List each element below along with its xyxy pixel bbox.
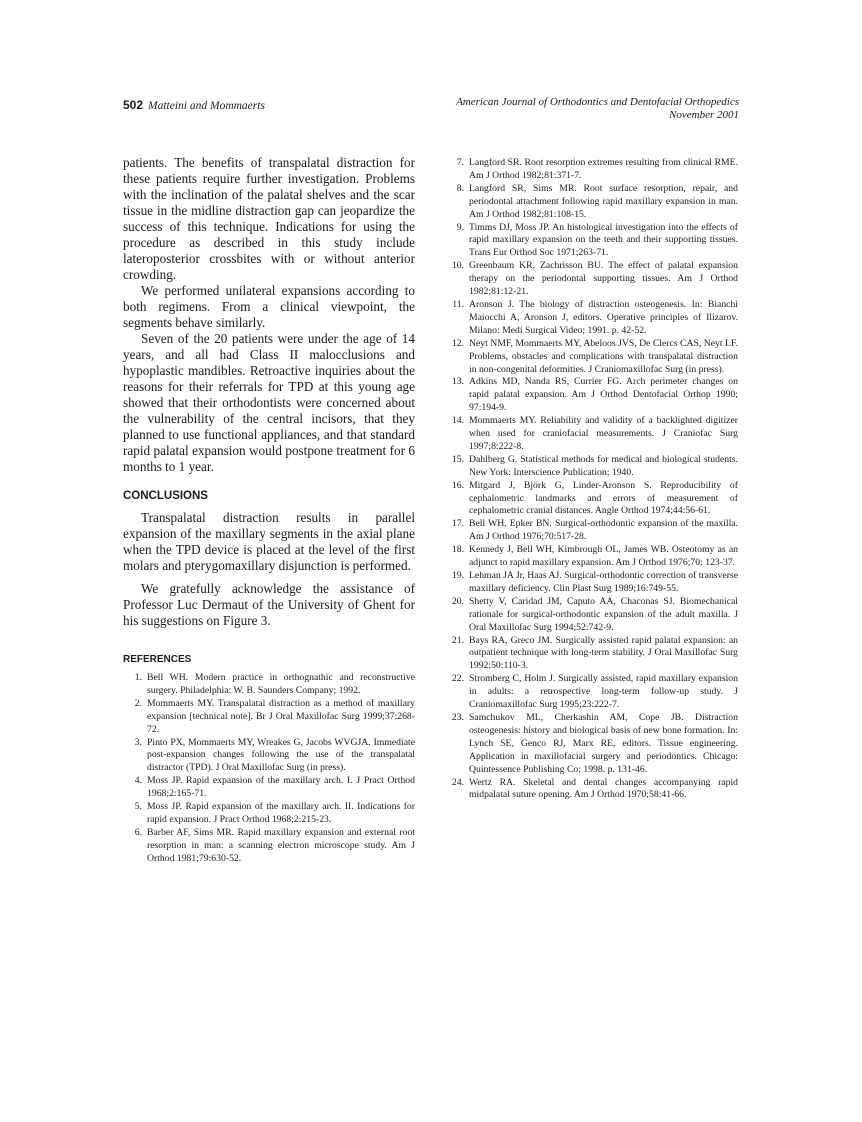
reference-number: 7.: [456, 157, 464, 168]
reference-item: [123, 737, 415, 776]
references-heading: REFERENCES: [123, 654, 192, 665]
running-head-journal: [456, 96, 739, 122]
reference-text: Greenbaum KR, Zachrisson BU. The effect of palatal expansion therapy on the periodontal supporting tissues. Am J Orthod 1982;81:12-21.: [469, 260, 738, 298]
running-head-left: [123, 96, 265, 114]
reference-item: [445, 222, 738, 261]
reference-text: Lehman JA Jr, Haas AJ. Surgical-orthodontic correction of transverse maxillary deficiency. Clin Plast Surg 1989;16:749-55.: [469, 570, 738, 594]
discussion-text: [123, 155, 415, 475]
reference-number: 2.: [134, 697, 142, 709]
reference-number: 24.: [451, 776, 464, 788]
reference-item: [445, 454, 738, 480]
reference-text: Mommaerts MY. Reliability and validity of a backlighted digitizer when used for craniofacial measurements. J Craniofac Surg 1997;8:222-8.: [469, 415, 738, 452]
reference-text: Bays RA, Greco JM. Surgically assisted rapid palatal expansion: an outpatient technique with long-term stability. J Oral Maxillofac Surg 1992;50:110-3.: [469, 634, 738, 672]
reference-item: [445, 673, 738, 712]
reference-text: Moss JP. Rapid expansion of the maxillary arch. II. Indications for rapid expansion. J Pract Orthod 1968;2:215-23.: [147, 801, 415, 825]
issue-date: November 2001: [669, 109, 739, 121]
reference-item: [123, 775, 415, 801]
running-head-authors: Matteini and Mommaerts: [148, 100, 265, 112]
reference-text: Bell WH, Epker BN. Surgical-orthodontic expansion of the maxilla. Am J Orthod 1976;70:517-28.: [469, 518, 738, 543]
reference-number: 14.: [451, 415, 464, 427]
reference-number: 13.: [451, 376, 464, 388]
reference-text: Barber AF, Sims MR. Rapid maxillary expansion and external root resorption in man: a scanning electron microscope study. Am J Orthod 1981;79:630-52.: [147, 826, 415, 864]
reference-text: Neyt NMF, Mommaerts MY, Abeloos JVS, De Clercs CAS, Neyt LF. Problems, obstacles and complications with transpalatal distraction in non-congenital deformities. J Craniomaxillofac Surg (in press).: [469, 337, 738, 375]
reference-text: Bell WH. Modern practice in orthognathic and reconstructive surgery. Philadelphia: W. B. Saunders Company; 1992.: [147, 672, 415, 696]
reference-text: Stromberg C, Holm J. Surgically assisted, rapid maxillary expansion in adults: a retrospective long-term follow-up study. J Craniomaxillofac Surg 1995;23:222-7.: [469, 673, 738, 711]
reference-text: Mitgard J, Björk G, Linder-Aronson S. Reproducibility of cephalometric landmarks and errors of measurement of cephalometric cranial distances. Angle Orthod 1974;44:56-61.: [469, 479, 738, 517]
reference-item: [445, 338, 738, 377]
reference-text: Pinto PX, Mommaerts MY, Wreakes G, Jacobs WVGJA. Immediate post-expansion changes following the use of the transpalatal distractor (TPD). J Oral Maxillofac Surg (in press).: [147, 736, 415, 774]
reference-number: 20.: [451, 595, 464, 607]
paragraph: patients. The benefits of transpalatal distraction for these patients require further investigation. Problems with the inclination of the palatal shelves and the scar tissue in the midline distraction gap can jeopardize the success of this technique. Indications for using the procedure as described in this study include lateroposterior crossbites with or without anterior crowding.: [123, 155, 415, 282]
reference-item: [445, 415, 738, 454]
conclusions-heading: CONCLUSIONS: [123, 490, 208, 502]
reference-item: [445, 480, 738, 519]
references-list-right: [445, 157, 738, 802]
reference-text: Timms DJ, Moss JP. An histological investigation into the effects of rapid maxillary expansion on the teeth and their supporting tissues. Trans Eur Orthod Soc 1971;263-71.: [469, 221, 738, 259]
reference-item: [445, 544, 738, 570]
acknowledgment: We gratefully acknowledge the assistance of Professor Luc Dermaut of the University of Ghent for his suggestions on Figure 3.: [123, 581, 415, 628]
reference-number: 18.: [451, 544, 464, 556]
reference-text: Langford SR. Root resorption extremes resulting from clinical RME. Am J Orthod 1982;81:371-7.: [469, 157, 738, 181]
reference-number: 4.: [134, 775, 142, 787]
reference-number: 9.: [456, 221, 464, 233]
reference-number: 19.: [451, 570, 464, 581]
reference-text: Moss JP. Rapid expansion of the maxillary arch. I. J Pract Orthod 1968;2:165-71.: [147, 775, 415, 800]
reference-text: Aronson J. The biology of distraction osteogenesis. In: Bianchi Maiocchi A, Aronson J, editors. Operative principles of Ilizarov. Milano: Medi Surgical Video; 1991. p. 42-52.: [469, 298, 738, 336]
references-continued: [445, 157, 738, 802]
reference-number: 8.: [456, 182, 464, 194]
reference-item: [445, 157, 738, 183]
left-column: [123, 155, 415, 866]
reference-text: Dahlberg G. Statistical methods for medical and biological students. New York: Interscience Publication; 1940.: [469, 453, 738, 478]
reference-number: 6.: [134, 826, 142, 838]
reference-number: 23.: [451, 711, 464, 723]
reference-item: [445, 635, 738, 674]
reference-item: [123, 801, 415, 827]
reference-text: Wertz RA. Skeletal and dental changes accompanying rapid midpalatal suture opening. Am J Orthod 1970;58:41-66.: [469, 776, 738, 801]
reference-number: 15.: [451, 453, 464, 465]
reference-item: [445, 299, 738, 338]
reference-item: [445, 596, 738, 635]
reference-number: 10.: [451, 260, 464, 272]
journal-title: American Journal of Orthodontics and Dentofacial Orthopedics: [456, 96, 739, 108]
reference-text: Kennedy J, Bell WH, Kimbrough OL, James WB. Osteotomy as an adjunct to rapid maxillary expansion. Am J Orthod 1976;70: 123-37.: [469, 544, 738, 569]
reference-item: [445, 570, 738, 596]
paragraph: We performed unilateral expansions according to both regimens. From a clinical viewpoint, the segments behave similarly.: [123, 283, 415, 330]
paragraph: Seven of the 20 patients were under the age of 14 years, and all had Class II malocclusions and hypoplastic mandibles. Retroactive inquiries about the reasons for their referrals for TPD at this young age showed that their orthodontists were concerned about the vulnerability of the central incisors, that they planned to use functional appliances, and that standard rapid palatal expansion would postpone treatment for 6 months to 1 year.: [123, 331, 415, 474]
references-list-left: [123, 672, 415, 866]
reference-text: Langford SR, Sims MR. Root surface resorption, repair, and periodontal attachment following rapid maxillary expansion in man. Am J Orthod 1982;81:108-15.: [469, 182, 738, 220]
reference-number: 17.: [451, 518, 464, 530]
reference-text: Samchukov ML, Cherkashin AM, Cope JB. Distraction osteogenesis: history and biological basis of new bone formation. In: Lynch SE, Genco RJ, Marx RE, editors. Tissue engineering. Application in maxillofacial surgery and periodontics. Chicago: Quintessence Publishing Co; 1998. p. 131-46.: [469, 711, 738, 775]
reference-item: [123, 827, 415, 866]
reference-number: 12.: [451, 337, 464, 349]
reference-item: [445, 518, 738, 544]
reference-number: 22.: [451, 673, 464, 685]
reference-number: 16.: [451, 479, 464, 491]
reference-item: [445, 183, 738, 222]
reference-item: [445, 777, 738, 803]
page-number: 502: [123, 98, 144, 112]
reference-number: 3.: [134, 736, 142, 748]
reference-item: [445, 376, 738, 415]
reference-number: 21.: [451, 634, 464, 646]
reference-text: Shetty V, Caridad JM, Caputo AA, Chaconas SJ. Biomechanical rationale for surgical-orthodontic expansion of the adult maxilla. J Oral Maxillofac Surg 1994;52:742-9.: [469, 595, 738, 633]
reference-item: [445, 260, 738, 299]
reference-number: 5.: [134, 801, 142, 813]
reference-number: 11.: [452, 298, 464, 310]
reference-item: [123, 698, 415, 737]
reference-item: [123, 672, 415, 698]
reference-text: Mommaerts MY. Transpalatal distraction as a method of maxillary expansion [technical note]. Br J Oral Maxillofac Surg 1999;37:268-72.: [147, 697, 415, 735]
reference-number: 1.: [134, 672, 142, 683]
conclusions-text: Transpalatal distraction results in parallel expansion of the maxillary segments in the axial plane when the TPD device is placed at the level of the first molars and pterygomaxillary disjunction is performed.: [123, 510, 415, 573]
conclusions-section: [123, 489, 415, 629]
reference-text: Adkins MD, Nanda RS, Currier FG. Arch perimeter changes on rapid palatal expansion. Am J Orthod Dentofacial Orthop 1990; 97:194-9.: [469, 376, 738, 414]
reference-item: [445, 712, 738, 777]
references-section: [123, 653, 415, 866]
